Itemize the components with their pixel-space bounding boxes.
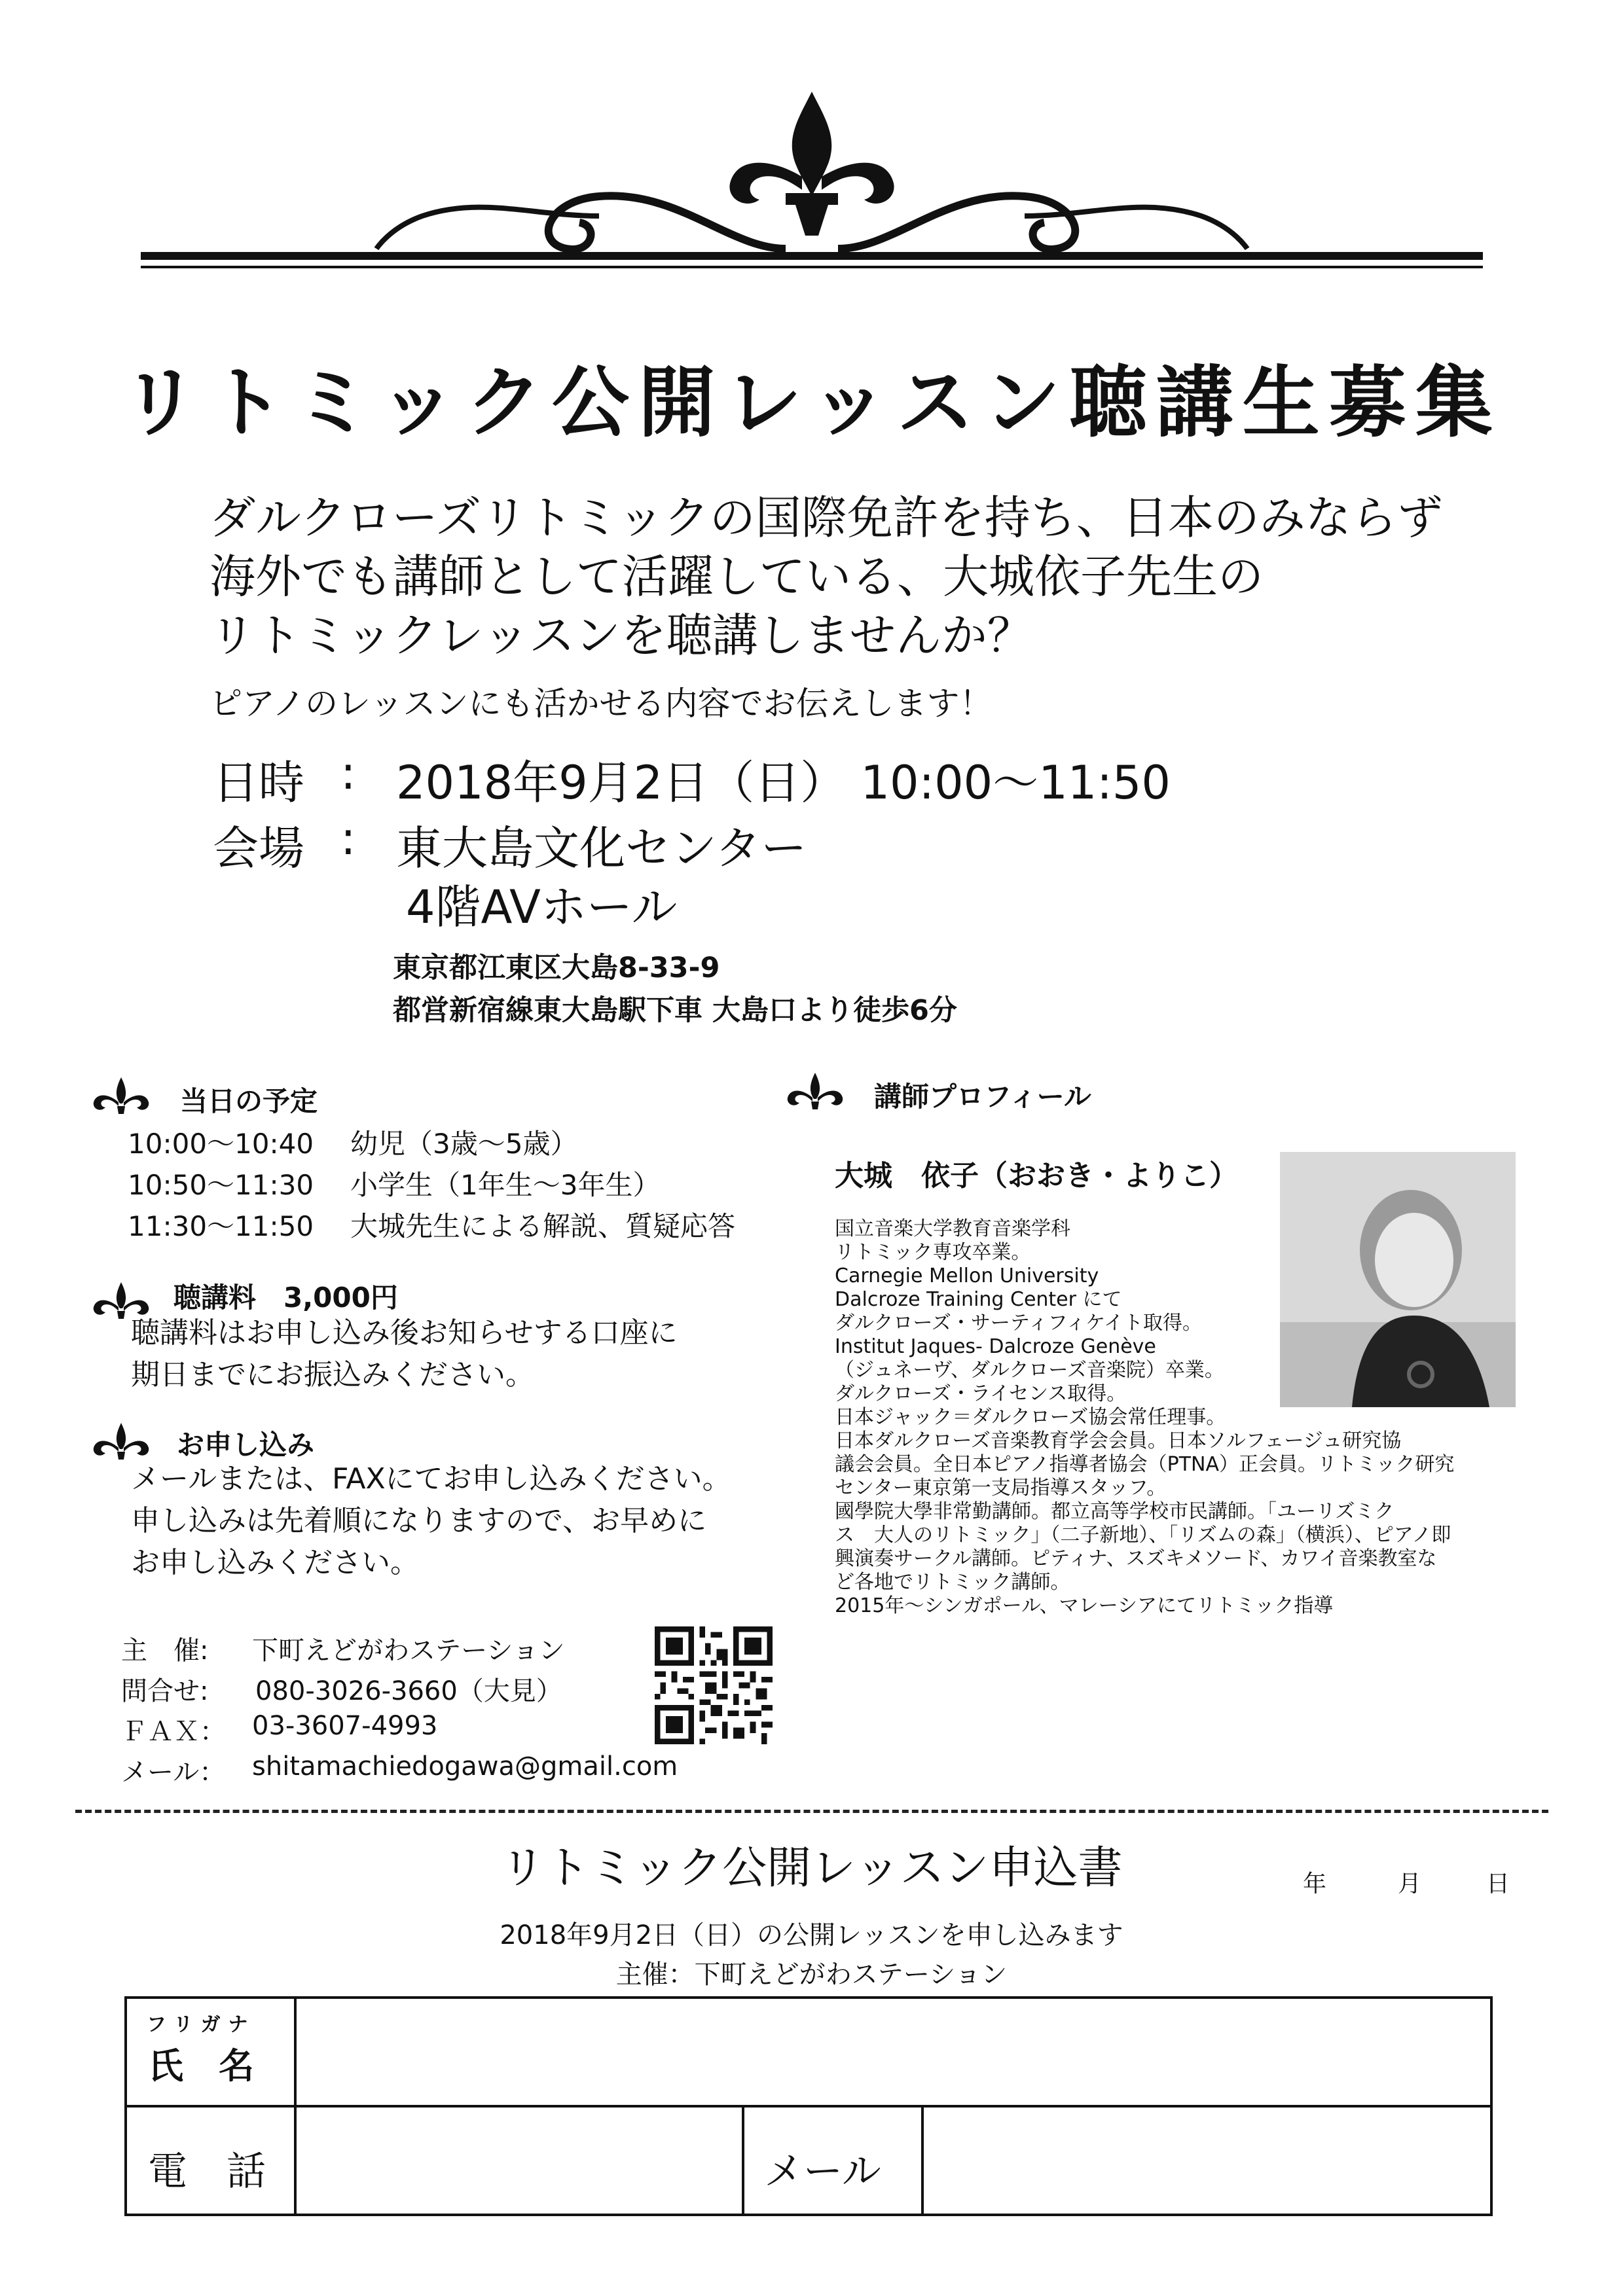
form-line-2: 主催：下町えどがわステーション [615, 1960, 1008, 1990]
ornament-header [141, 85, 1483, 281]
host-label: 主 催: [121, 1636, 209, 1666]
profile-line: ダルクローズ・サーティフィケイト取得。 [835, 1312, 1202, 1335]
profile-line: Institut Jaques- Dalcroze Genève [835, 1335, 1156, 1358]
profile-line: 国立音楽大学教育音楽学科 [835, 1217, 1070, 1240]
fax-label: ＦＡＸ： [121, 1717, 226, 1747]
mail-label: メール： [121, 1757, 226, 1787]
name-label: 氏 名 [148, 2045, 254, 2087]
profile-line: リトミック専攻卒業。 [835, 1241, 1031, 1264]
fleur-icon [88, 1420, 154, 1461]
inquiry-value: 080-3026-3660（大見） [255, 1676, 562, 1706]
furigana-label: フリガナ [147, 2013, 256, 2036]
profile-line: 日本ジャック＝ダルクローズ協会常任理事。 [835, 1406, 1226, 1429]
profile-line: 興演奏サークル講師。ピティナ、スズキメソード、カワイ音楽教室な [835, 1547, 1437, 1570]
phone-label: 電 話 [148, 2149, 266, 2195]
venue-address: 東京都江東区大島8-33-9 [393, 952, 720, 984]
fax-value: 03-3607-4993 [252, 1711, 438, 1741]
profile-name: 大城 依子（おおき・よりこ） [835, 1159, 1238, 1193]
date-colon: : [340, 746, 356, 800]
venue-colon: : [340, 812, 356, 865]
form-year: 年 [1303, 1871, 1327, 1897]
profile-line: 議会会員。全日本ピアノ指導者協会（PTNA）正会員。リトミック研究 [835, 1453, 1455, 1476]
intro-line-1: ダルクローズリトミックの国際免許を持ち、日本のみならず [210, 491, 1443, 545]
name-label-cell [126, 1998, 295, 2106]
date-value: 2018年9月2日（日） 10:00～11:50 [396, 756, 1171, 810]
apply-heading: お申し込み [177, 1429, 315, 1461]
page-title: リトミック公開レッスン聴講生募集 [121, 357, 1502, 448]
form-day: 日 [1486, 1871, 1510, 1897]
schedule-time-1: 10:00～10:40 [128, 1128, 314, 1160]
inquiry-label: 問合せ: [121, 1676, 209, 1706]
form-month: 月 [1398, 1871, 1422, 1897]
fee-heading: 聴講料 3,000円 [173, 1282, 398, 1314]
name-input-cell[interactable] [295, 1998, 1491, 2106]
host-value: 下町えどがわステーション [252, 1636, 565, 1666]
qr-code-icon[interactable] [655, 1626, 773, 1744]
phone-label-cell [126, 2106, 295, 2215]
profile-line: （ジュネーヴ、ダルクローズ音楽院）卒業。 [835, 1359, 1224, 1382]
apply-line-3: お申し込みください。 [131, 1546, 419, 1579]
form-line-1: 2018年9月2日（日）の公開レッスンを申し込みます [500, 1920, 1123, 1950]
date-label: 日時 [213, 756, 304, 810]
apply-line-2: 申し込みは先着順になりますので、お早めに [131, 1504, 707, 1537]
profile-line: 國學院大學非常勤講師。都立高等学校市民講師。「ユーリズミク [835, 1500, 1395, 1523]
profile-line: Dalcroze Training Center にて [835, 1288, 1122, 1311]
venue-access: 都営新宿線東大島駅下車 大島口より徒歩6分 [393, 994, 957, 1027]
schedule-desc-2: 小学生（1年生～3年生） [350, 1169, 661, 1201]
subtitle: ピアノのレッスンにも活かせる内容でお伝えします！ [210, 685, 993, 723]
application-form [124, 1996, 1493, 2216]
phone-input-cell[interactable] [295, 2106, 743, 2215]
mail-input-cell[interactable] [922, 2106, 1491, 2215]
profile-heading: 講師プロフィール [874, 1081, 1091, 1113]
intro-line-3: リトミックレッスンを聴講しませんか？ [210, 609, 1033, 662]
schedule-desc-3: 大城先生による解説、質疑応答 [350, 1210, 736, 1242]
profile-line: ス 大人のリトミック」（二子新地）、「リズムの森」（横浜）、ピアノ即 [835, 1524, 1451, 1547]
profile-line: センター東京第一支局指導スタッフ。 [835, 1477, 1167, 1499]
venue-label: 会場 [213, 821, 304, 875]
profile-line: ど各地でリトミック講師。 [835, 1571, 1070, 1594]
venue-room: 4階AVホール [406, 880, 678, 934]
venue-value: 東大島文化センター [396, 821, 807, 875]
schedule-heading: 当日の予定 [180, 1085, 318, 1117]
fleur-icon [88, 1075, 154, 1115]
mail-label-cell [743, 2106, 922, 2215]
intro-line-2: 海外でも講師として活躍している、大城依子先生の [210, 550, 1264, 603]
profile-line: Carnegie Mellon University [835, 1265, 1099, 1287]
mail-form-label: メール [764, 2149, 881, 2195]
fee-line-2: 期日までにお振込みください。 [131, 1358, 534, 1391]
schedule-desc-1: 幼児（3歳～5歳） [350, 1128, 578, 1160]
mail-value: shitamachiedogawa@gmail.com [252, 1751, 678, 1782]
profile-line: 日本ダルクローズ音楽教育学会会員。日本ソルフェージュ研究協 [835, 1429, 1402, 1452]
profile-line: ダルクローズ・ライセンス取得。 [835, 1382, 1127, 1405]
fleur-icon [782, 1070, 848, 1111]
schedule-time-2: 10:50～11:30 [128, 1169, 314, 1201]
fee-line-1: 聴講料はお申し込み後お知らせする口座に [131, 1316, 678, 1350]
profile-text [835, 1217, 1454, 1618]
apply-line-1: メールまたは、FAXにてお申し込みください。 [131, 1462, 731, 1496]
form-title: リトミック公開レッスン申込書 [500, 1842, 1123, 1894]
cut-line [75, 1810, 1548, 1813]
schedule-time-3: 11:30～11:50 [128, 1210, 314, 1242]
profile-line: 2015年～シンガポール、マレーシアにてリトミック指導 [835, 1594, 1334, 1617]
